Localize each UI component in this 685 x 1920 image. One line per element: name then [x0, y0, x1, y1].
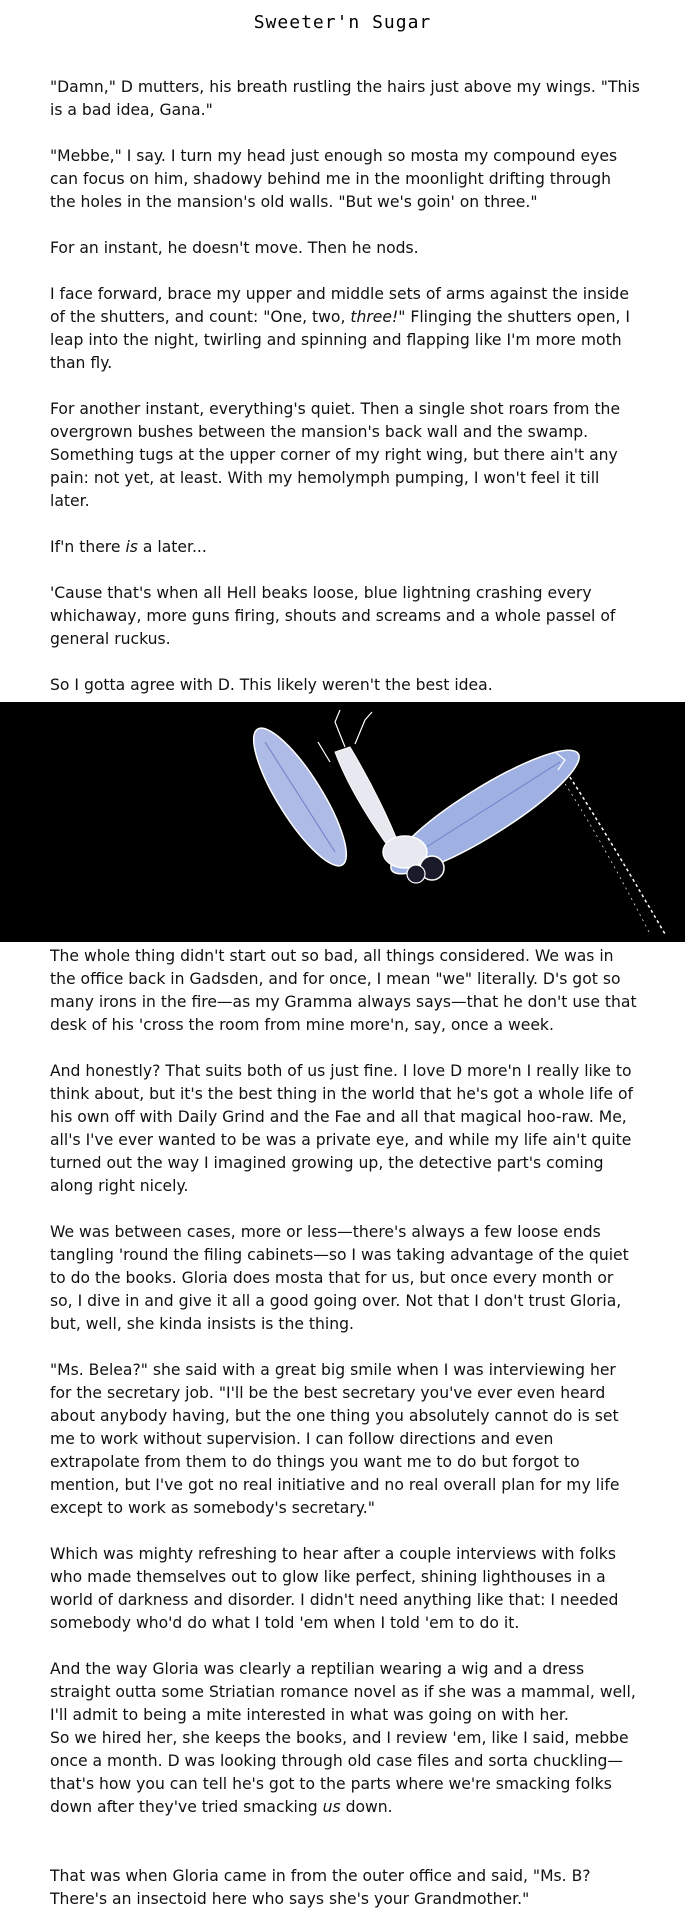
story-title: Sweeter'n Sugar [253, 12, 432, 33]
paragraph: "Mebbe," I say. I turn my head just enough so mosta my compound eyes can focus on him, shadowy behind me in the moonlight drifting through the holes in the mansion's old walls. "But we's goin' on three." [50, 147, 618, 211]
dragonfly-illustration-icon [0, 702, 685, 942]
paragraph: The whole thing didn't start out so bad, all things considered. We was in the office back in Gadsden, and for once, I mean "we" literally. D's got so many irons in the fire—as my Gramma always says—that he don't use that desk of his 'cross the room from mine more'n, say, once a week. [50, 947, 637, 1034]
paragraph: And the way Gloria was clearly a reptilian wearing a wig and a dress straight outta some Striatian romance novel as if she was a mammal, well, I'll admit to being a mite interested in what was going on with her. [50, 1660, 636, 1724]
paragraph: So we hired her, she keeps the books, and I review 'em, like I said, mebbe once a month. D was looking through old case files and sorta chuckling—that's how you can tell he's got to the parts where we're smacking folks down after they've tried smacking us down. [50, 1729, 629, 1816]
paragraph: 'Cause that's when all Hell beaks loose, blue lightning crashing every whichaway, more guns firing, shouts and screams and a whole passel of general ruckus. [50, 584, 616, 648]
paragraph: We was between cases, more or less—there's always a few loose ends tangling 'round the filing cabinets—so I was taking advantage of the quiet to do the books. Gloria does mosta that for us, but once every month or so, I dive in and give it all a good going over. Not that I don't trust Gloria, but, well, she kinda insists is the thing. [50, 1223, 629, 1333]
dragonfly-illustration [0, 702, 685, 942]
paragraph: For an instant, he doesn't move. Then he nods. [50, 239, 419, 257]
paragraph: If'n there is a later... [50, 538, 207, 556]
paragraph: Which was mighty refreshing to hear after a couple interviews with folks who made themselves out to glow like perfect, shining lighthouses in a world of darkness and disorder. I didn't need anything like that: I needed somebody who'd do what I told 'em when I told 'em to do it. [50, 1545, 619, 1632]
paragraph: I face forward, brace my upper and middle sets of arms against the inside of the shutters, and count: "One, two, three!" Flinging the shutters open, I leap into the night, twirling and spinning and flapping like I'm more moth than fly. [50, 285, 631, 372]
paragraph: And honestly? That suits both of us just fine. I love D more'n I really like to think about, but it's the best thing in the world that he's got a whole life of his own off with Daily Grind and the Fae and all that magical hoo-raw. Me, all's I've ever wanted to be was a private eye, and while my life ain't quite turned out the way I imagined growing up, the detective part's coming along right nicely. [50, 1062, 633, 1195]
paragraph: So I gotta agree with D. This likely weren't the best idea. [50, 676, 493, 694]
paragraph: For another instant, everything's quiet. Then a single shot roars from the overgrown bushes between the mansion's back wall and the swamp. Something tugs at the upper corner of my right wing, but there ain't any pain: not yet, at least. With my hemolymph pumping, I won't feel it till later. [50, 400, 621, 510]
paragraph: "Ms. Belea?" she said with a great big smile when I was interviewing her for the secretary job. "I'll be the best secretary you've ever even heard about anybody having, but the one thing you absolutely cannot do is set me to work without supervision. I can follow directions and even extrapolate from them to do things you want me to do but forgot to mention, but I've got no real initiative and no real overall plan for my life except to work as somebody's secretary." [50, 1361, 620, 1517]
paragraph: That was when Gloria came in from the outer office and said, "Ms. B? There's an insectoid here who says she's your Grandmother." [50, 1867, 591, 1908]
paragraph: "Damn," D mutters, his breath rustling the hairs just above my wings. "This is a bad idea, Gana." [50, 78, 640, 119]
